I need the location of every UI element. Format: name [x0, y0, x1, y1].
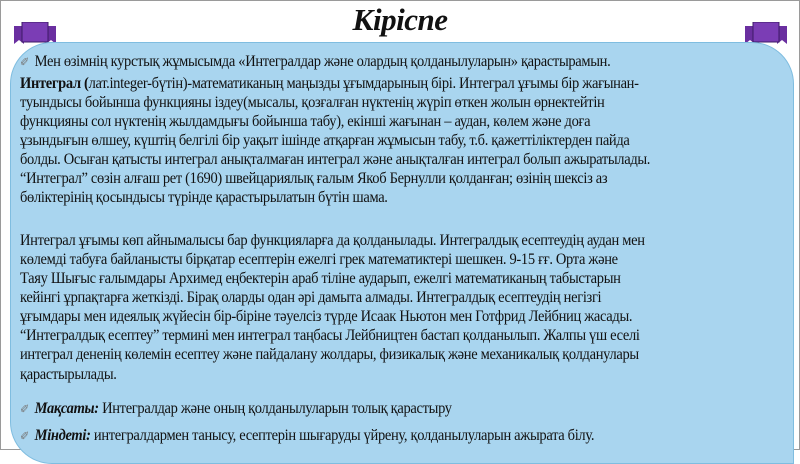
task-text: интегралдармен танысу, есептерін шығаруды үйрену, қолданылуларын ажырата білу.: [90, 427, 595, 444]
para1-line: туындысы бойынша функцияны іздеу(мысалы, қозғалған нүктенің жүріп өткен жолын өрнектейтін: [20, 94, 605, 111]
para2-line: интеграл дененің көлемін есептеу және пайдалану жолдары, физикалық және механикалық қолданулары: [20, 346, 639, 363]
para2-line: ұғымдары мен идеялық жүйесін бір-біріне тәуелсіз түрде Исаак Ньютон мен Готфрид Лейбниц жасады.: [20, 308, 633, 325]
para2-line: Таяу Шығыс ғалымдары Архимед еңбектерін араб тіліне аударып, ежелгі математиканың табыстарын: [20, 270, 621, 287]
goal-text: Интегралдар және оның қолданылуларын толық қарастыру: [98, 400, 452, 417]
para2-line: көлемді табуға байланысты бірқатар есептерін ежелгі грек математиктері шешкен. 9-15 ғғ. Орта және: [20, 251, 618, 268]
goal-label: Мақсаты:: [34, 400, 99, 417]
intro-text: Мен өзімнің курстық жұмысымда «Интегралдар және олардың қолданылуларын» қарастырамын.: [34, 53, 611, 70]
task-bullet: [20, 427, 594, 445]
bullet-icon: ✐: [20, 429, 30, 443]
task-label: Міндеті:: [34, 427, 91, 444]
para1-line: бөліктерінің қосындысы түрінде қарастырылатын бүтін шама.: [20, 189, 388, 206]
bullet-icon: ✐: [20, 402, 30, 416]
para1-line: [20, 75, 639, 93]
para1-first-rest: лат.integer-бүтін)-математиканың маңызды ұғымдарының бірі. Интеграл ұғымы бір жағынан-: [88, 75, 639, 92]
para2-line: Интеграл ұғымы көп айнымалысы бар функцияларға да қолданылады. Интегралдық есептеудің аудан мен: [20, 232, 645, 249]
bullet-icon: ✐: [20, 55, 30, 69]
para1-bold-lead: Интеграл (: [20, 75, 89, 92]
para1-line: функцияны сол нүктенің жылдамдығы бойынша табу), екінші жағынан – аудан, көлем және доға: [20, 113, 591, 130]
intro-bullet: [20, 53, 610, 71]
para2-line: “Интегралдық есептеу” термині мен интеграл таңбасы Лейбництен бастап қолданылып. Жалпы үш еселі: [20, 327, 640, 344]
para2-line: қарастырылады.: [20, 366, 117, 383]
para1-line: “Интеграл” сөзін алғаш рет (1690) швейцариялық ғалым Якоб Бернулли қолданған; өзінің шексіз аз: [20, 170, 608, 187]
para2-line: кейінгі ұрпақтарға жеткізді. Бірақ оларды одан әрі дамыта алмады. Интегралдық есептеудің негізгі: [20, 289, 602, 306]
para1-line: ұзындығын өлшеу, күштің белгілі бір уақыт ішінде атқарған жұмысын табу, т.б. қажеттіліктерден пайда: [20, 132, 630, 149]
slide-title: Кіріспе: [352, 2, 448, 37]
para1-line: болды. Осыған қатысты интеграл анықталмаған интеграл және анықталған интеграл болып ажыратылады.: [20, 151, 651, 168]
goal-bullet: [20, 400, 452, 418]
